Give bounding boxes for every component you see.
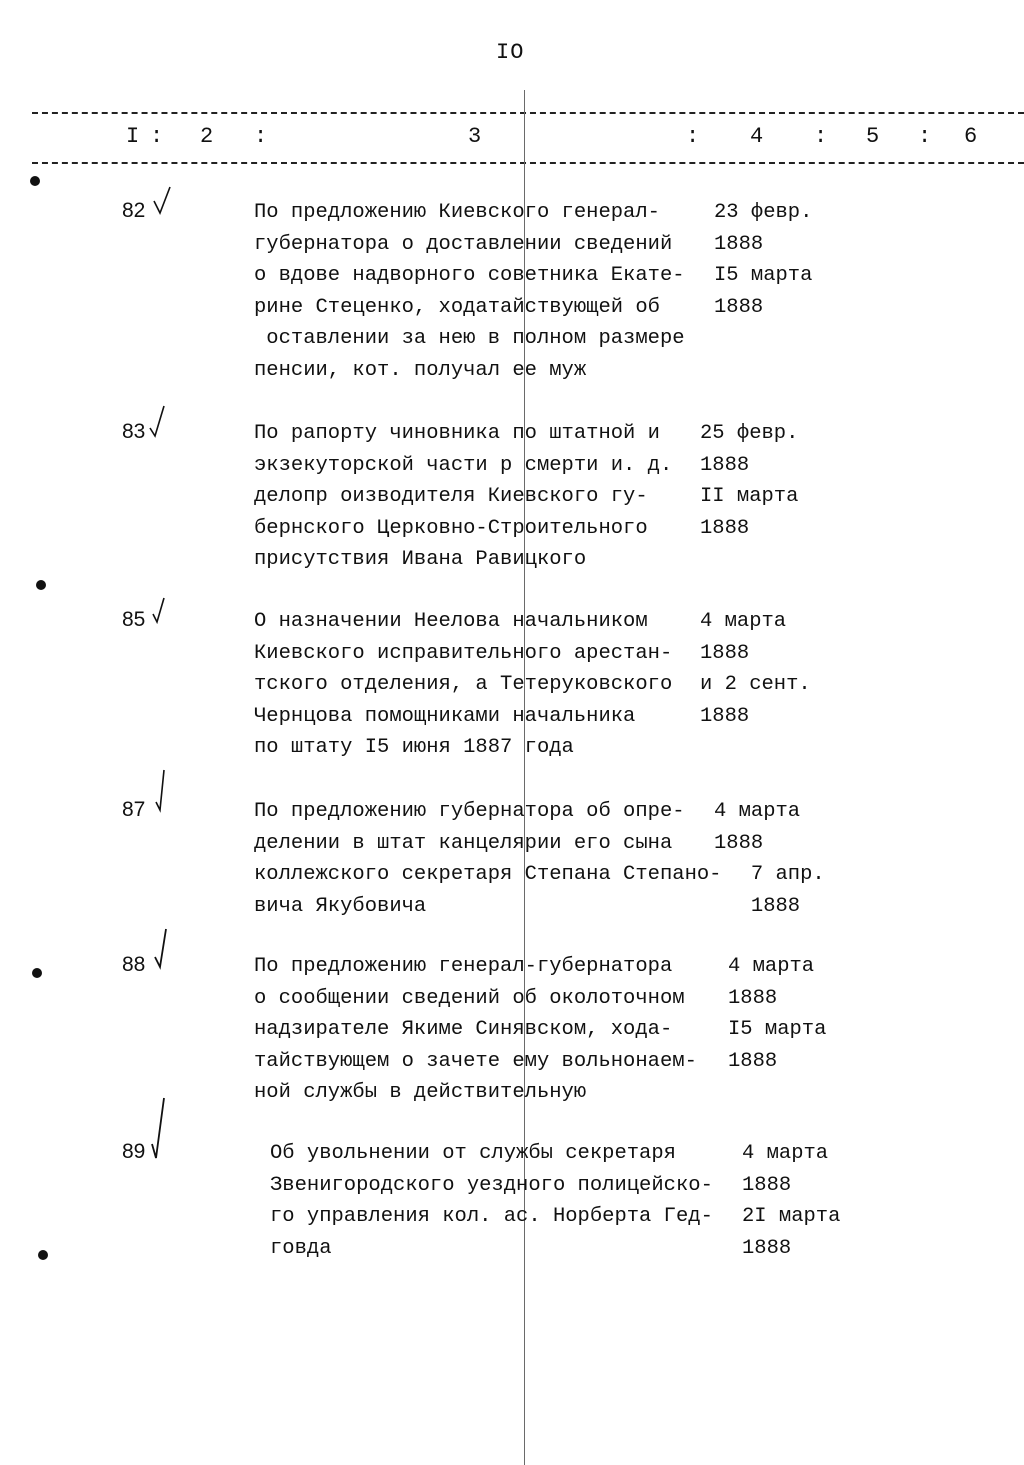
column-header-4: 4: [750, 124, 764, 149]
column-separator: :: [814, 124, 828, 149]
entry-dates: 4 марта 1888 I5 марта 1888: [728, 955, 827, 1073]
column-header-2: 2: [200, 124, 214, 149]
header-bottom-rule: [32, 162, 1024, 164]
column-header-3: 3: [468, 124, 482, 149]
column-separator: :: [686, 124, 700, 149]
entry-number: 83: [122, 420, 146, 443]
entry-description: Об увольнении от службы секретаря Звенигородского уездного полицейско- го управления кол. ас. Норберта Гед- говда: [270, 1142, 713, 1260]
entry-dates: 23 февр. 1888 I5 марта 1888: [714, 201, 813, 319]
entry-number: 87: [122, 798, 146, 821]
checkmark-icon: [152, 927, 172, 971]
column-header-6: 6: [964, 124, 978, 149]
entry-dates: 4 марта 1888 2I марта 1888: [742, 1142, 841, 1260]
checkmark-icon: [148, 1096, 168, 1162]
entry-description: По предложению генерал-губернатора о сообщении сведений об околоточном надзирателе Якиме Синявском, хода- тайствующем о зачете ему вольнонаем- ной службы в действительную: [254, 955, 697, 1104]
entry-description: По предложению губернатора об опре- делении в штат канцелярии его сына коллежского секретаря Степана Степано- вича Якубовича: [254, 800, 722, 918]
entry-number: 89: [122, 1140, 146, 1163]
checkmark-icon: [150, 592, 170, 628]
entry-description: По рапорту чиновника по штатной и экзекуторской части р смерти и. д. делопр оизводителя Киевского гу- бернского Церковно-Строительного присутствия Ивана Равицкого: [254, 422, 673, 571]
entry-description: О назначении Неелова начальником Киевского исправительного арестан- тского отделения, а Тетеруковского Чернцова помощниками начальника по штату I5 июня 1887 года: [254, 610, 673, 759]
column-separator: :: [918, 124, 932, 149]
entry-dates: 4 марта 1888 7 апр. 1888: [714, 800, 825, 918]
page-number: IO: [496, 40, 525, 65]
column-header-1: I: [126, 124, 140, 149]
binding-hole-mark: [36, 580, 46, 590]
entry-number: 85: [122, 608, 146, 631]
binding-hole-mark: [30, 176, 40, 186]
header-top-rule: [32, 112, 1024, 114]
entry-number: 88: [122, 953, 146, 976]
column-separator: :: [254, 124, 268, 149]
column-separator: :: [150, 124, 164, 149]
entry-number: 82: [122, 199, 146, 222]
entry-dates: 25 февр. 1888 II марта 1888: [700, 422, 799, 540]
entry-description: По предложению Киевского генерал- губернатора о доставлении сведений о вдове надворного советника Екате- рине Стеценко, ходатайствующей об оставлении за нею в полном размере пенсии, кот. получал ее муж: [254, 201, 685, 382]
checkmark-icon: [152, 183, 172, 219]
checkmark-icon: [148, 404, 168, 440]
checkmark-icon: [152, 768, 172, 816]
entry-dates: 4 марта 1888 и 2 сент. 1888: [700, 610, 811, 728]
binding-hole-mark: [32, 968, 42, 978]
binding-hole-mark: [38, 1250, 48, 1260]
column-header-5: 5: [866, 124, 880, 149]
